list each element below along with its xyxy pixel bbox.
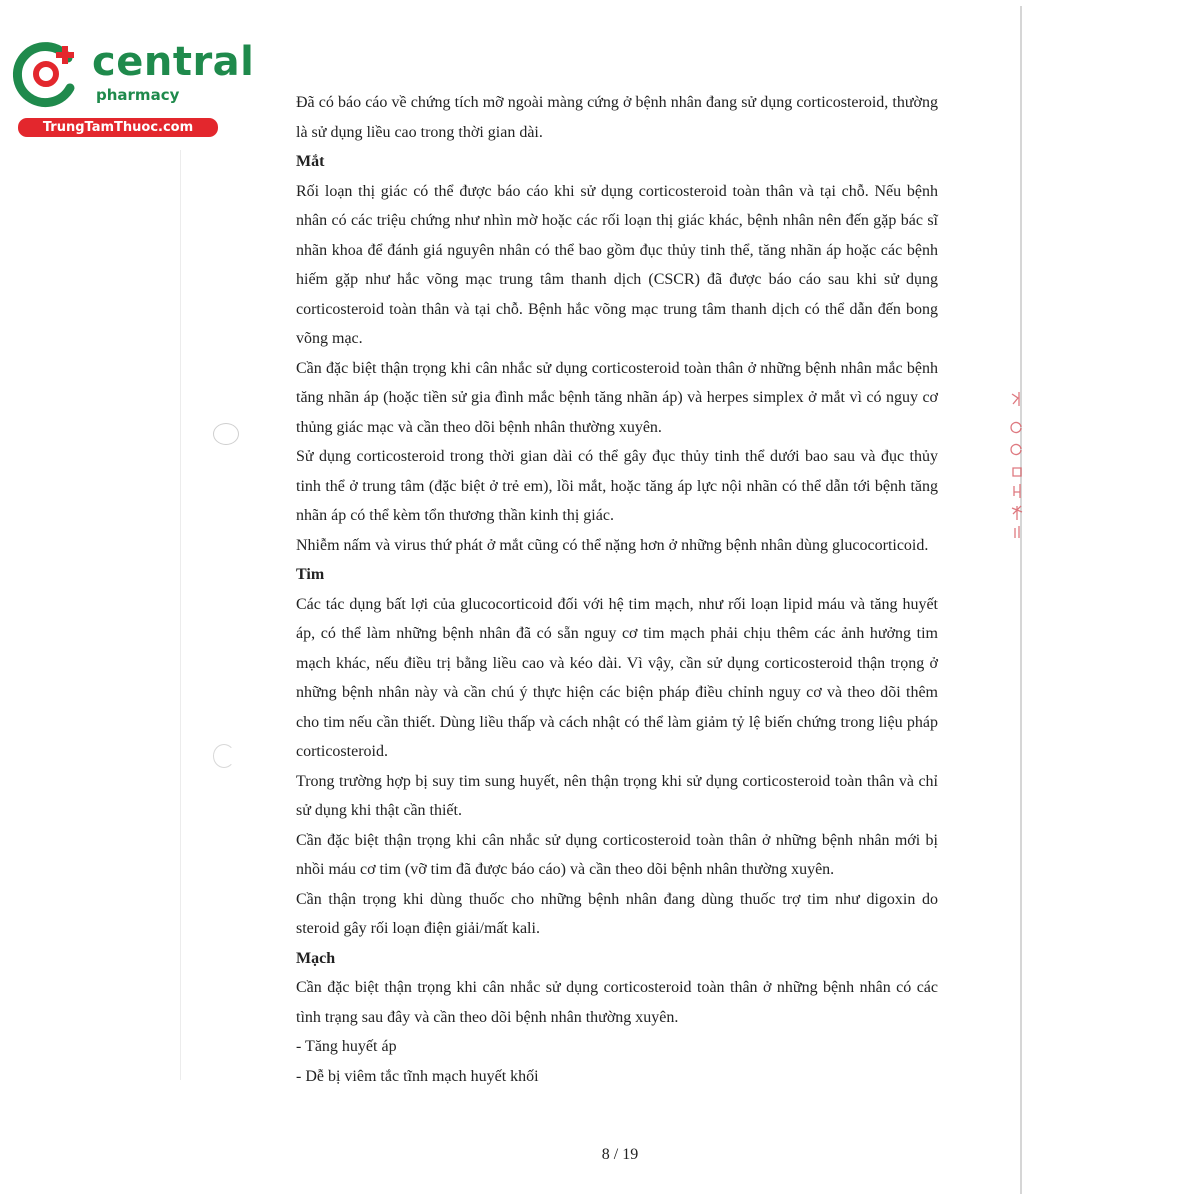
paragraph: Các tác dụng bất lợi của glucocorticoid đối với hệ tim mạch, như rối loạn lipid máu và tăng huyết áp, có thể làm những bệnh nhân đã có sẵn nguy cơ tim mạch phải chịu thêm các ảnh hưởng tim mạch khác, nếu điều trị bằng liều cao và kéo dài. Vì vậy, cần sử dụng corticosteroid thận trọng ở những bệnh nhân này và cần chú ý thực hiện các biện pháp điều chỉnh nguy cơ và theo dõi thêm cho tim nếu cần thiết. Dùng liều thấp và cách nhật có thể làm giảm tỷ lệ biến chứng trong liệu pháp corticosteroid. — [296, 595, 938, 760]
paragraph: Cần thận trọng khi dùng thuốc cho những bệnh nhân đang dùng thuốc trợ tim như digoxin do steroid gây rối loạn điện giải/mất kali. — [296, 890, 938, 937]
paragraph: Trong trường hợp bị suy tim sung huyết, nên thận trọng khi sử dụng corticosteroid toàn thân và chỉ sử dụng khi thật cần thiết. — [296, 772, 938, 819]
central-pharmacy-logo-icon — [10, 38, 82, 110]
paragraph: - Tăng huyết áp — [296, 1038, 397, 1055]
section-heading: Mắt — [296, 153, 325, 170]
paragraph: Cần đặc biệt thận trọng khi cân nhắc sử dụng corticosteroid toàn thân ở những bệnh nhân có các tình trạng sau đây và cần theo dõi bệnh nhân thường xuyên. — [296, 979, 938, 1026]
stamp-graphic — [1004, 388, 1030, 540]
brand-logo — [8, 36, 255, 136]
page-number: 8 / 19 — [601, 1146, 639, 1163]
punch-hole-mark — [213, 423, 239, 445]
paragraph: - Dễ bị viêm tắc tĩnh mạch huyết khối — [296, 1067, 539, 1085]
left-margin-line — [180, 150, 181, 1080]
red-stamp-seal — [1004, 388, 1030, 540]
paragraph: Đã có báo cáo về chứng tích mỡ ngoài màng cứng ở bệnh nhân đang sử dụng corticosteroid, thường là sử dụng liều cao trong thời gian dài. — [296, 94, 938, 141]
logo-url-badge: TrungTamThuoc.com — [18, 118, 218, 137]
paragraph: Nhiễm nấm và virus thứ phát ở mắt cũng có thể nặng hơn ở những bệnh nhân dùng glucocorticoid. — [296, 536, 929, 554]
right-margin-line — [1020, 6, 1022, 1194]
paragraph: Cần đặc biệt thận trọng khi cân nhắc sử dụng corticosteroid toàn thân ở những bệnh nhân mới bị nhồi máu cơ tim (vỡ tim đã được báo cáo) và cần theo dõi bệnh nhân thường xuyên. — [296, 831, 938, 878]
section-heading: Mạch — [296, 949, 336, 967]
paragraph: Rối loạn thị giác có thể được báo cáo khi sử dụng corticosteroid toàn thân và tại chỗ. Nếu bệnh nhân có các triệu chứng như nhìn mờ hoặc các rối loạn thị giác khác, bệnh nhân nên đến gặp bác sĩ nhãn khoa để đánh giá nguyên nhân có thể bao gồm đục thủy tinh thể, tăng nhãn áp hoặc các bệnh hiếm gặp như hắc võng mạc trung tâm thanh dịch (CSCR) đã được báo cáo sau khi sử dụng corticosteroid toàn thân và tại chỗ. Bệnh hắc võng mạc trung tâm thanh dịch có thể dẫn đến bong võng mạc. — [296, 182, 938, 347]
punch-hole-mark — [213, 744, 235, 768]
section-heading: Tim — [296, 566, 325, 583]
paragraph: Cần đặc biệt thận trọng khi cân nhắc sử dụng corticosteroid toàn thân ở những bệnh nhân mắc bệnh tăng nhãn áp (hoặc tiền sử gia đình mắc bệnh tăng nhãn áp) và herpes simplex ở mắt vì có nguy cơ thủng giác mạc và cần theo dõi bệnh nhân thường xuyên. — [296, 359, 938, 436]
logo-brand-name: central — [92, 39, 255, 85]
document-body — [296, 88, 938, 1091]
logo-subtitle: pharmacy — [96, 86, 180, 104]
paragraph: Sử dụng corticosteroid trong thời gian dài có thể gây đục thủy tinh thể dưới bao sau và đục thủy tinh thể ở trung tâm (đặc biệt ở trẻ em), lồi mắt, hoặc tăng áp lực nội nhãn có thể dẫn tới bệnh tăng nhãn áp có thể kèm tổn thương thần kinh thị giác. — [296, 448, 938, 524]
